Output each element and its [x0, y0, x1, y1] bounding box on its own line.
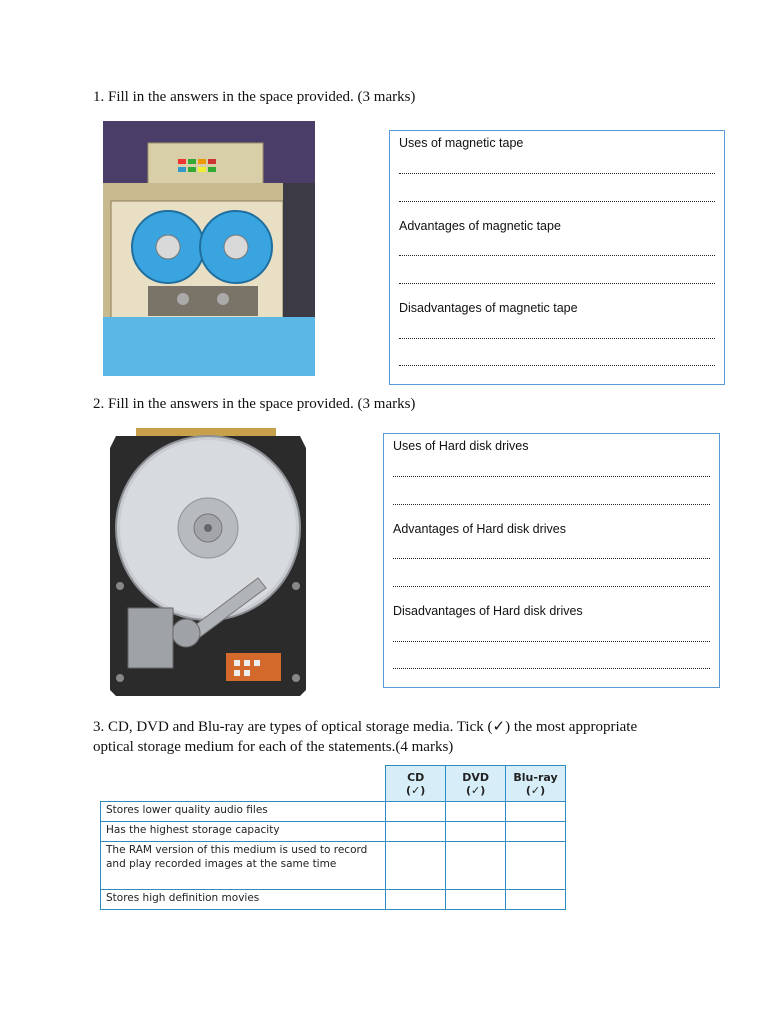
uses-label: Uses of magnetic tape — [399, 136, 524, 150]
question-1-text: 1. Fill in the answers in the space provided. (3 marks) — [93, 89, 416, 105]
answer-line[interactable] — [399, 255, 715, 256]
answer-box-magnetic-tape — [389, 130, 725, 385]
tick-cell-bluray[interactable] — [506, 890, 566, 910]
header-name: CD — [407, 770, 425, 784]
answer-line[interactable] — [393, 586, 710, 587]
statement-cell: Stores high definition movies — [101, 890, 386, 910]
tick-cell-bluray[interactable] — [506, 822, 566, 842]
header-tick: (✓) — [406, 783, 426, 797]
tick-cell-dvd[interactable] — [446, 842, 506, 890]
answer-line[interactable] — [393, 558, 710, 559]
optical-media-table — [100, 765, 566, 910]
tick-cell-cd[interactable] — [386, 890, 446, 910]
answer-line[interactable] — [393, 476, 710, 477]
header-tick: (✓) — [465, 783, 486, 797]
uses-label: Uses of Hard disk drives — [393, 439, 529, 453]
disadvantages-label: Disadvantages of Hard disk drives — [393, 604, 583, 618]
table-row — [101, 890, 566, 910]
disadvantages-label: Disadvantages of magnetic tape — [399, 301, 578, 315]
table-header-blank — [101, 766, 386, 802]
table-header-bluray — [506, 766, 566, 802]
tick-cell-dvd[interactable] — [446, 822, 506, 842]
tick-cell-cd[interactable] — [386, 802, 446, 822]
table-row — [101, 822, 566, 842]
answer-line[interactable] — [399, 365, 715, 366]
tick-cell-cd[interactable] — [386, 842, 446, 890]
answer-line[interactable] — [399, 201, 715, 202]
table-header-row — [101, 766, 566, 802]
answer-line[interactable] — [399, 283, 715, 284]
tick-cell-dvd[interactable] — [446, 890, 506, 910]
answer-line[interactable] — [399, 173, 715, 174]
advantages-label: Advantages of magnetic tape — [399, 219, 561, 233]
tick-cell-cd[interactable] — [386, 822, 446, 842]
tick-cell-bluray[interactable] — [506, 842, 566, 890]
advantages-label: Advantages of Hard disk drives — [393, 522, 567, 536]
table-header-dvd — [446, 766, 506, 802]
table-row — [101, 842, 566, 890]
tick-cell-bluray[interactable] — [506, 802, 566, 822]
header-name: Blu-ray — [513, 770, 558, 784]
header-name: DVD — [462, 770, 489, 784]
answer-line[interactable] — [393, 668, 710, 669]
table-row — [101, 802, 566, 822]
statement-cell: The RAM version of this medium is used to record and play recorded images at the same time — [101, 842, 386, 890]
header-tick: (✓) — [525, 783, 546, 797]
answer-box-hard-disk — [383, 433, 720, 688]
table-header-cd — [386, 766, 446, 802]
magnetic-tape-drive-image — [103, 121, 315, 376]
answer-line[interactable] — [399, 338, 715, 339]
statement-cell: Has the highest storage capacity — [101, 822, 386, 842]
question-3-text-line1: 3. CD, DVD and Blu-ray are types of optical storage media. Tick (✓) the most appropriate — [93, 719, 638, 735]
tick-cell-dvd[interactable] — [446, 802, 506, 822]
answer-line[interactable] — [393, 641, 710, 642]
answer-line[interactable] — [393, 504, 710, 505]
statement-cell: Stores lower quality audio files — [101, 802, 386, 822]
question-2-text: 2. Fill in the answers in the space provided. (3 marks) — [93, 396, 416, 412]
question-3-text-line2: optical storage medium for each of the statements.(4 marks) — [93, 739, 454, 755]
hard-disk-drive-image — [108, 428, 308, 696]
